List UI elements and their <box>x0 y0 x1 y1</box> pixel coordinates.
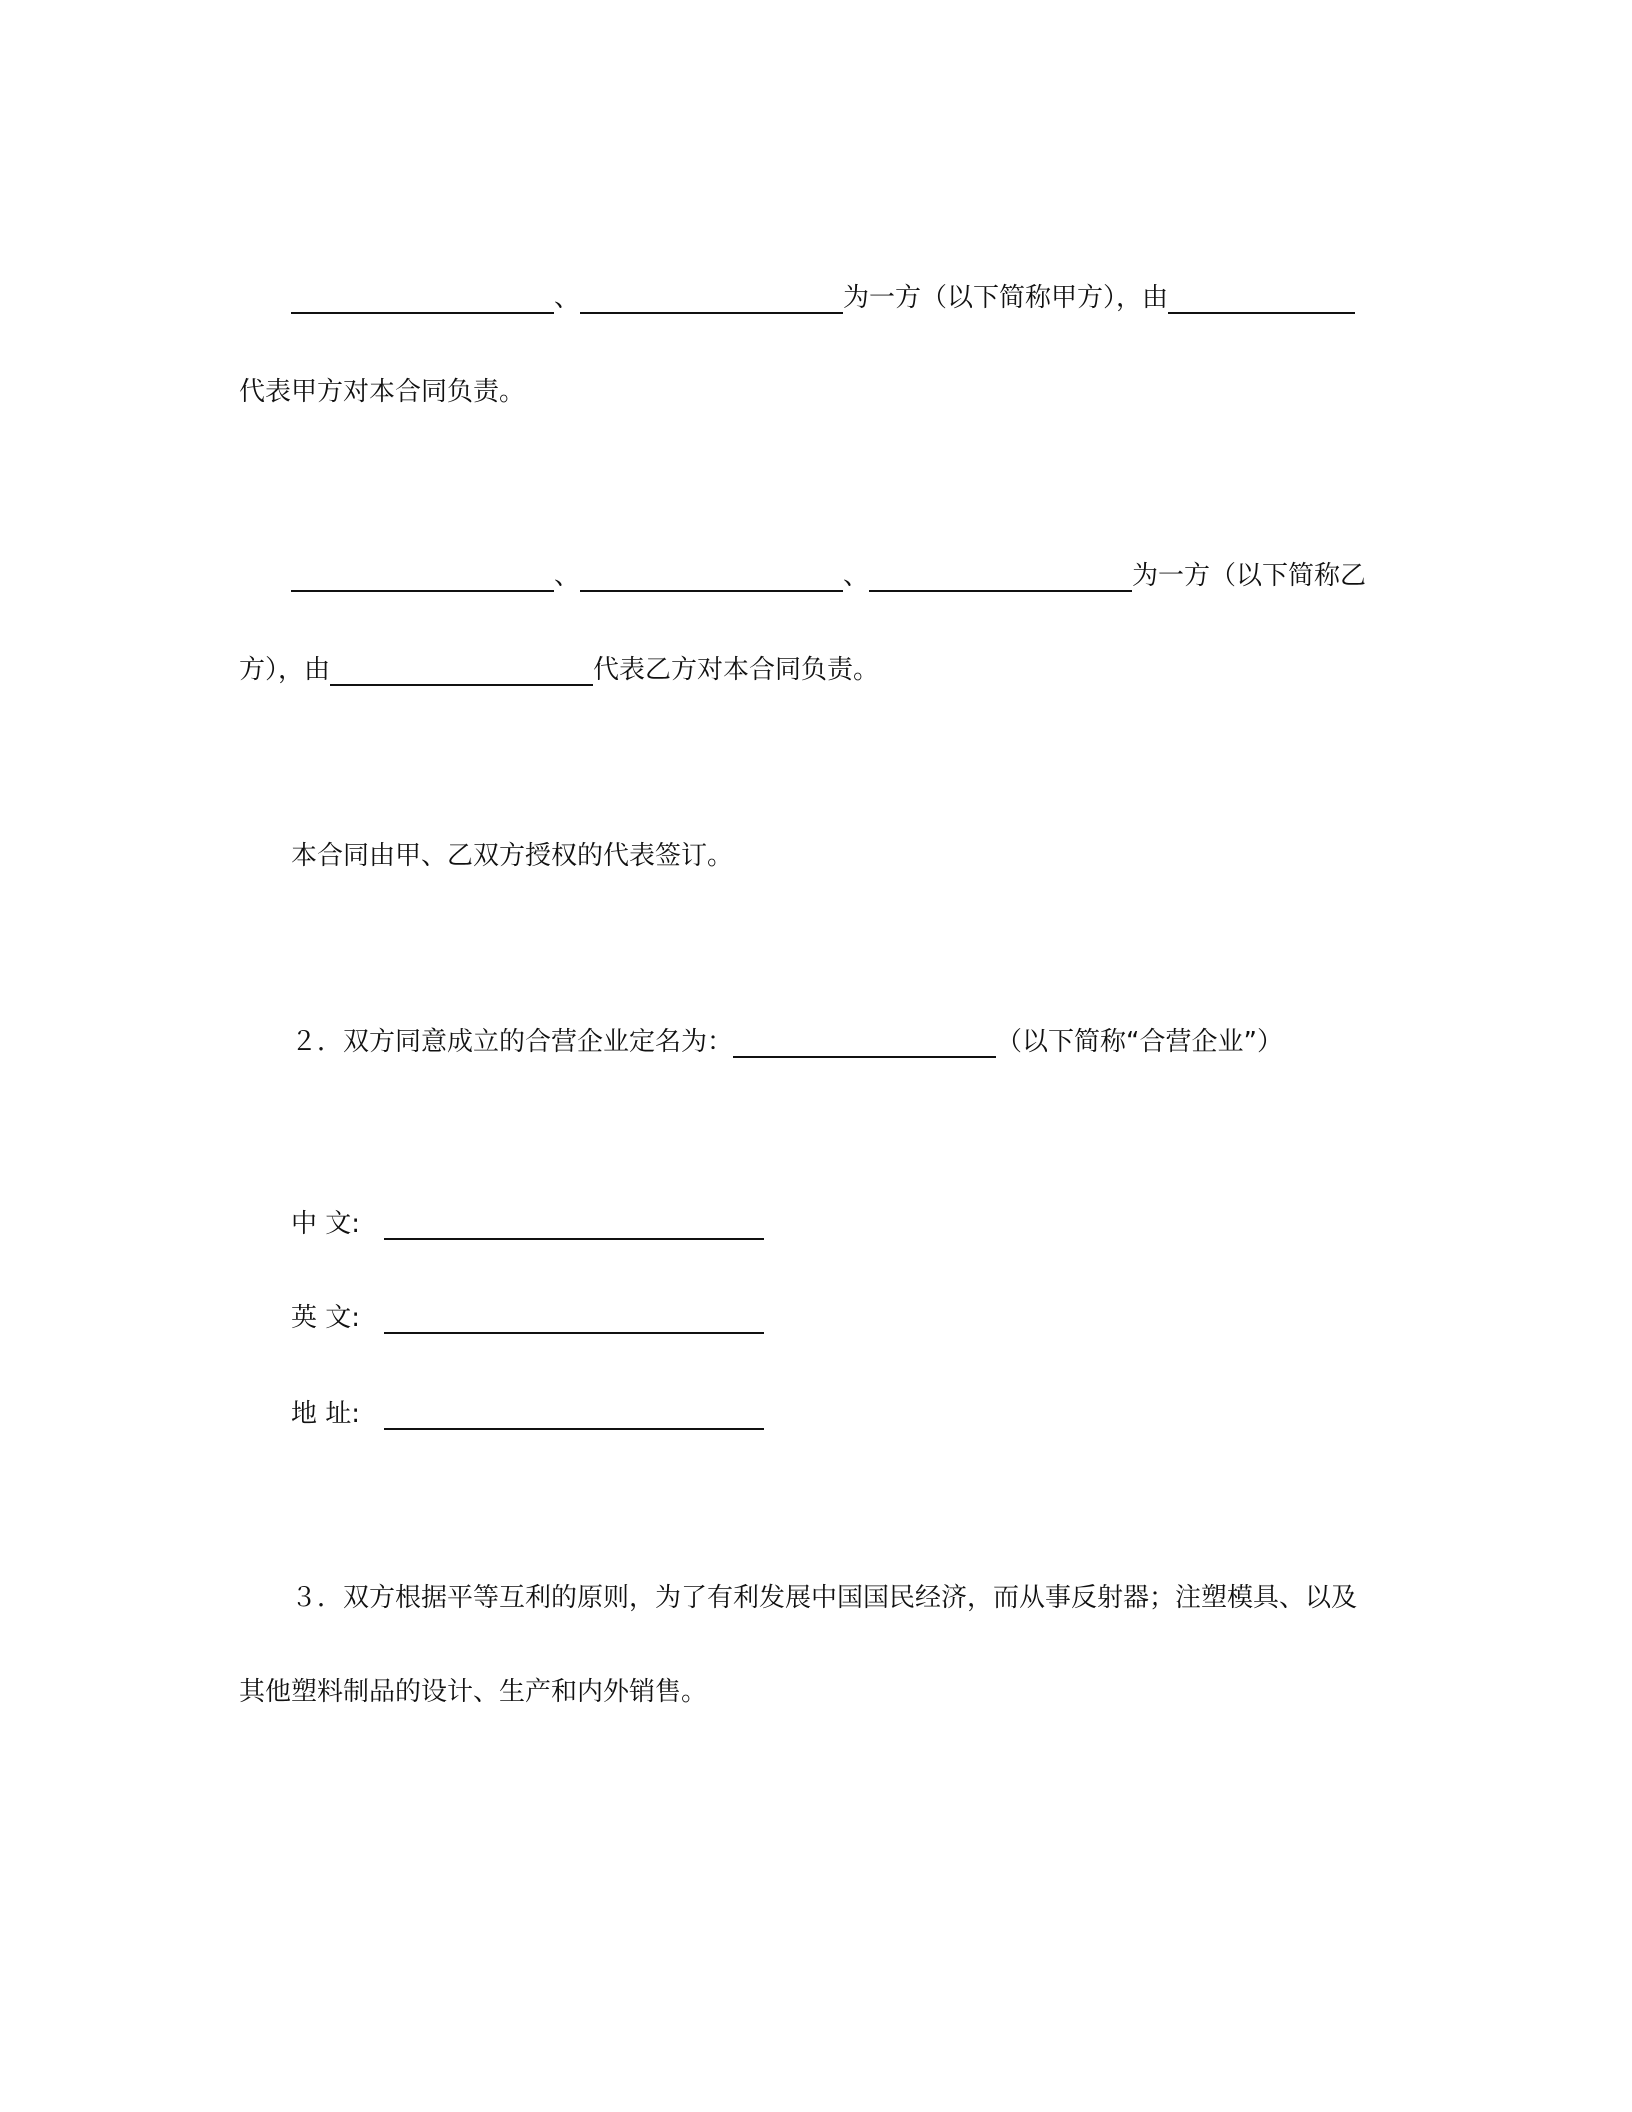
chinese-name-blank[interactable] <box>384 1208 764 1240</box>
party-b-name-blank-2[interactable] <box>580 560 843 592</box>
section-3-line-1 <box>291 1580 1357 1616</box>
english-name-blank[interactable] <box>384 1302 764 1334</box>
party-a-text: 为一方（以下简称甲方），由 <box>843 283 1169 313</box>
address-field <box>291 1396 764 1432</box>
chinese-name-field <box>291 1206 764 1242</box>
address-blank[interactable] <box>384 1398 764 1430</box>
english-name-field <box>291 1300 764 1336</box>
party-a-responsibility-text: 代表甲方对本合同负责。 <box>239 377 526 407</box>
section-3-text-2: 其他塑料制品的设计、生产和内外销售。 <box>239 1677 708 1707</box>
section-2-suffix: （以下简称“合营企业”） <box>996 1027 1283 1057</box>
party-b-responsibility-text: 代表乙方对本合同负责。 <box>593 655 880 685</box>
party-b-name-blank-1[interactable] <box>291 560 554 592</box>
party-a-line <box>291 280 1355 316</box>
party-b-representative-blank[interactable] <box>330 654 593 686</box>
joint-venture-name-blank[interactable] <box>733 1026 996 1058</box>
separator: 、 <box>554 561 581 591</box>
english-name-label: 英 文: <box>291 1303 361 1333</box>
party-a-name-blank-1[interactable] <box>291 282 554 314</box>
party-b-name-blank-3[interactable] <box>869 560 1132 592</box>
section-3-line-2 <box>239 1674 707 1710</box>
section-2-line <box>291 1024 1283 1060</box>
party-a-line-2 <box>239 374 525 410</box>
signing-paragraph <box>291 838 733 874</box>
party-b-prefix-text: 方），由 <box>239 655 331 685</box>
section-3-text-1: ３．双方根据平等互利的原则，为了有利发展中国国民经济，而从事反射器；注塑模具、以及 <box>291 1583 1358 1613</box>
party-b-line <box>291 558 1366 594</box>
party-b-line-2 <box>239 652 879 688</box>
signing-text: 本合同由甲、乙双方授权的代表签订。 <box>291 841 734 871</box>
address-label: 地 址: <box>291 1399 361 1429</box>
party-a-name-blank-2[interactable] <box>580 282 843 314</box>
section-2-prefix: ２．双方同意成立的合营企业定名为： <box>291 1027 734 1057</box>
party-b-text: 为一方（以下简称乙 <box>1132 561 1367 591</box>
separator: 、 <box>554 283 581 313</box>
separator: 、 <box>843 561 870 591</box>
party-a-representative-blank[interactable] <box>1168 282 1355 314</box>
chinese-name-label: 中 文: <box>291 1209 361 1239</box>
